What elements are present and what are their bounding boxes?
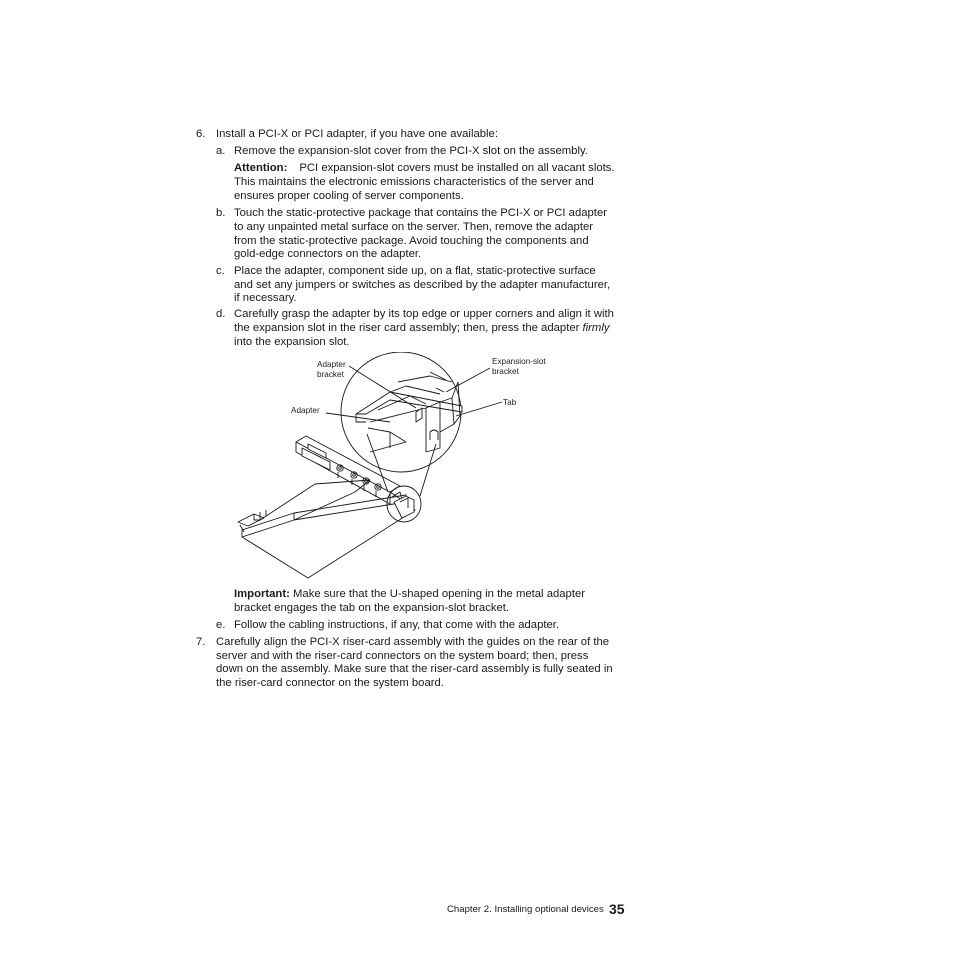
step-6d-line-1: Carefully grasp the adapter by its top edge or upper corners and align it with <box>234 308 614 320</box>
callout-expansion-slot-line-2: bracket <box>492 367 519 376</box>
attention-line-1: PCI expansion-slot covers must be installed on all vacant slots. <box>299 162 615 174</box>
callout-adapter-bracket-line-2: bracket <box>317 370 344 379</box>
step-6b-line-2: to any unpainted metal surface on the server. Then, remove the adapter <box>234 221 594 233</box>
attention-line-2: This maintains the electronic emissions characteristics of the server and <box>234 176 594 188</box>
step-6e-letter: e. <box>216 619 226 631</box>
step-6-text: Install a PCI-X or PCI adapter, if you have one available: <box>216 128 498 140</box>
callout-expansion-slot-line-1: Expansion-slot <box>492 357 546 366</box>
step-6d-line-3: into the expansion slot. <box>234 336 350 348</box>
attention-label: Attention: <box>234 162 288 174</box>
step-6c-line-1: Place the adapter, component side up, on a flat, static-protective surface <box>234 265 596 277</box>
callout-adapter-bracket-line-1: Adapter <box>317 360 346 369</box>
magnifier-large-circle <box>341 352 462 472</box>
step-6c-line-2: and set any jumpers or switches as described by the adapter manufacturer, <box>234 279 611 291</box>
step-6c-line-3: if necessary. <box>234 292 297 304</box>
step-6c-letter: c. <box>216 265 225 277</box>
step-7-line-1: Carefully align the PCI-X riser-card assembly with the guides on the rear of the <box>216 636 610 648</box>
riser-card-assembly <box>238 436 415 578</box>
step-6d-line-2 <box>234 321 610 335</box>
step-6b-line-1: Touch the static-protective package that contains the PCI-X or PCI adapter <box>234 207 607 219</box>
step-7-line-2: server and with the riser-card connectors on the system board; then, press <box>216 650 589 662</box>
leader-tab <box>456 402 502 416</box>
attention-note <box>234 161 615 175</box>
page-number: 35 <box>609 901 625 917</box>
important-note-line-2: bracket engages the tab on the expansion-slot bracket. <box>234 602 510 614</box>
important-text-1: Make sure that the U-shaped opening in the metal adapter <box>289 588 586 600</box>
step-6-number: 6. <box>196 128 206 140</box>
important-note-line-1 <box>234 587 585 601</box>
adapter-installation-figure <box>230 352 570 584</box>
adapter-installation-illustration <box>230 352 570 584</box>
step-6d-line-2-text: the expansion slot in the riser card assembly; then, press the adapter <box>234 322 583 334</box>
step-6e-text: Follow the cabling instructions, if any, that come with the adapter. <box>234 619 560 631</box>
step-7-line-4: the riser-card connector on the system board. <box>216 677 444 689</box>
firmly-emphasis: firmly <box>582 322 610 334</box>
step-7-number: 7. <box>196 636 206 648</box>
important-label: Important: <box>234 588 290 600</box>
callout-adapter: Adapter <box>291 406 320 415</box>
step-6b-line-3: from the static-protective package. Avoid touching the components and <box>234 235 589 247</box>
step-6b-letter: b. <box>216 207 226 219</box>
step-6b-line-4: gold-edge connectors on the adapter. <box>234 248 422 260</box>
step-7-line-3: down on the assembly. Make sure that the riser-card assembly is fully seated in <box>216 663 613 675</box>
callout-tab: Tab <box>503 398 517 407</box>
attention-line-3: ensures proper cooling of server components. <box>234 190 464 202</box>
leader-expansion-slot-bracket <box>446 368 490 392</box>
step-6a-letter: a. <box>216 145 226 157</box>
footer-chapter-title: Chapter 2. Installing optional devices <box>447 904 604 915</box>
step-6d-letter: d. <box>216 308 226 320</box>
step-6a-text: Remove the expansion-slot cover from the PCI-X slot on the assembly. <box>234 145 588 157</box>
